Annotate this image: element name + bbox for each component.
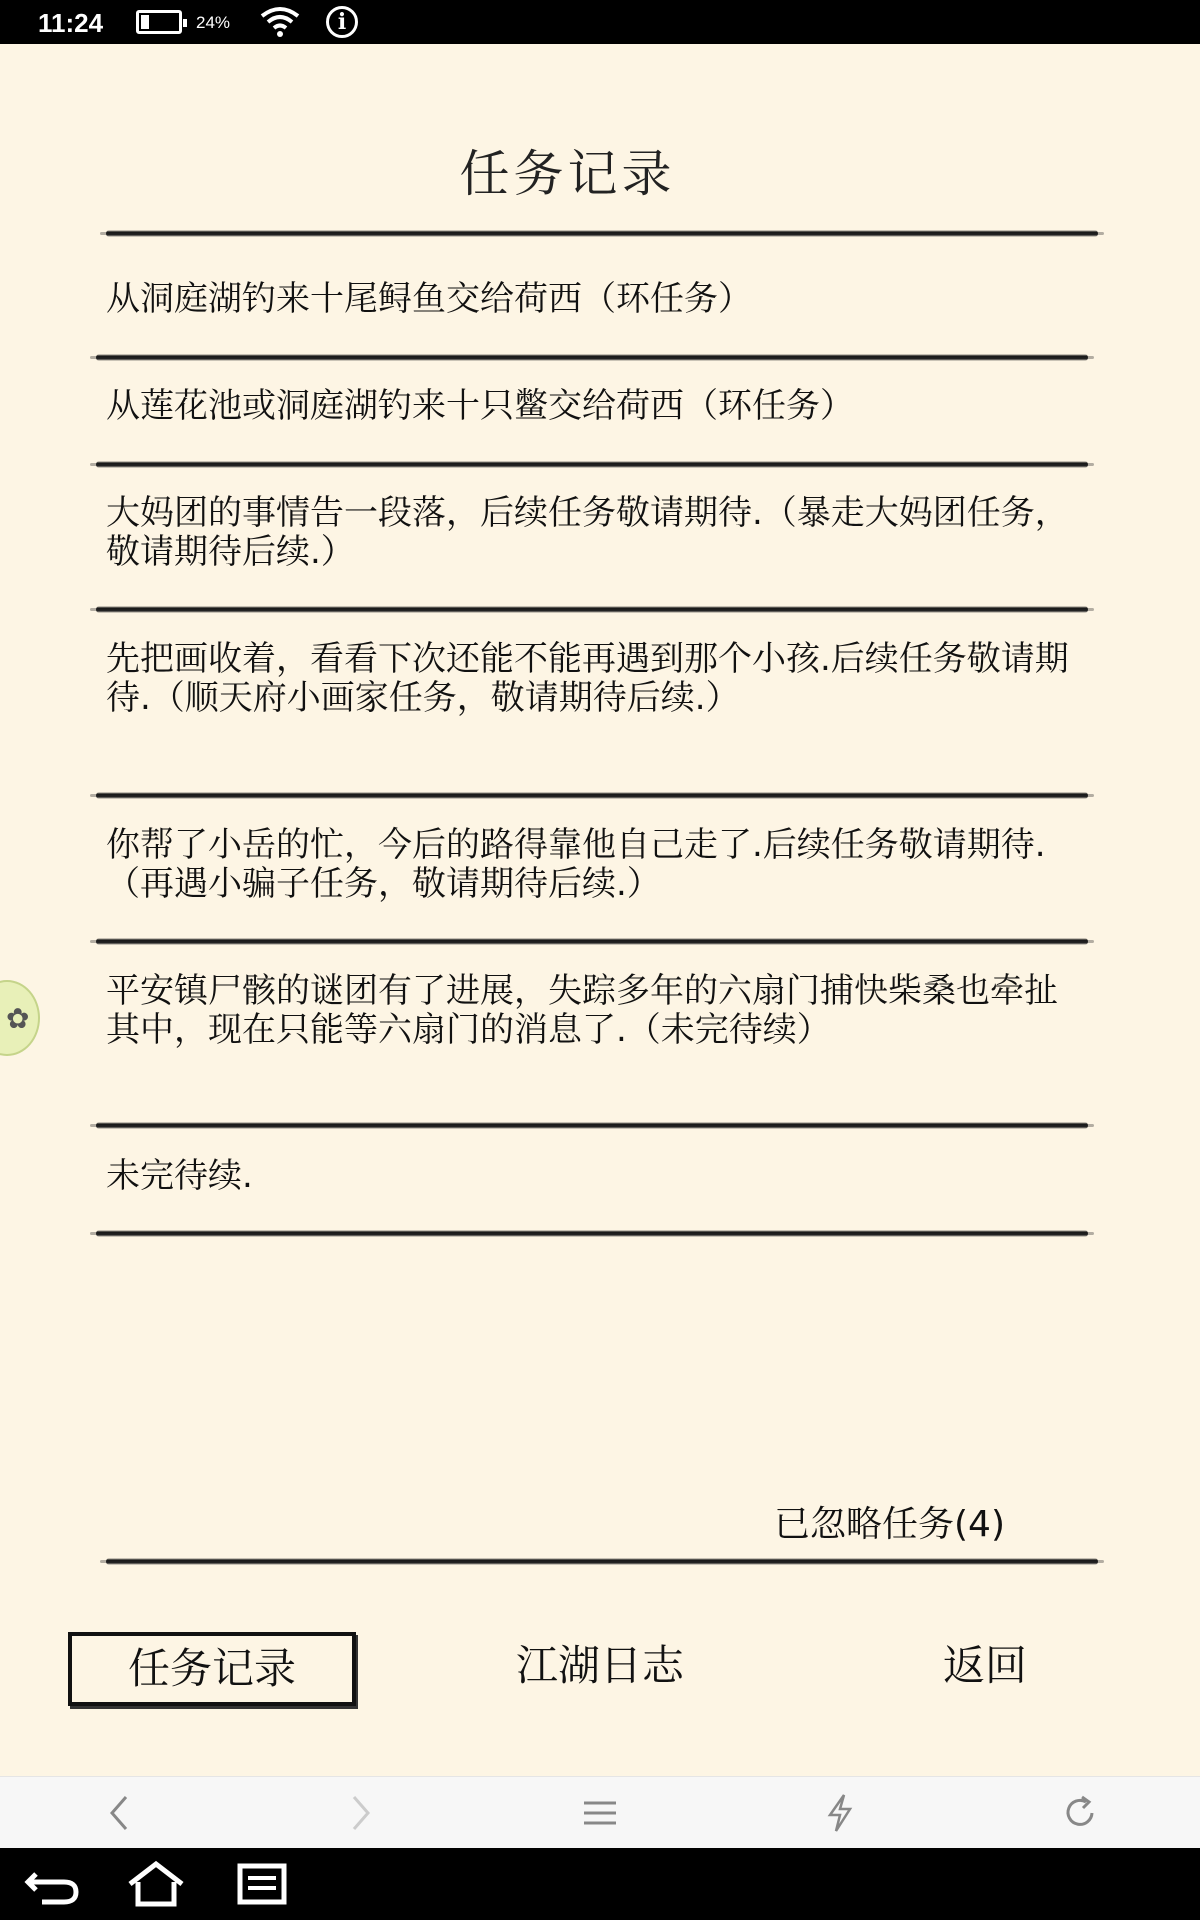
page-title: 任务记录 [459, 145, 676, 203]
floating-assistant-icon[interactable]: ✿ [0, 980, 40, 1056]
menu-icon[interactable] [578, 1791, 622, 1835]
divider [96, 606, 1088, 613]
browser-toolbar [0, 1776, 1200, 1849]
quest-item[interactable]: 先把画收着，看看下次还能不能再遇到那个小孩.后续任务敬请期待.（顺天府小画家任务，敬请期待后续.） [106, 639, 1069, 718]
recent-apps-icon[interactable] [234, 1860, 294, 1908]
divider [96, 1230, 1088, 1237]
quest-item[interactable]: 大妈团的事情告一段落，后续任务敬请期待.（暴走大妈团任务，敬请期待后续.） [106, 493, 1069, 572]
divider [106, 1558, 1098, 1565]
home-icon[interactable] [126, 1860, 186, 1908]
quest-item[interactable]: 从洞庭湖钓来十尾鲟鱼交给荷西（环任务） [106, 279, 752, 319]
system-back-icon[interactable] [22, 1860, 82, 1908]
divider [96, 354, 1088, 361]
quest-item[interactable]: 从莲花池或洞庭湖钓来十只鳖交给荷西（环任务） [106, 386, 854, 426]
battery-percent: 24% [196, 13, 231, 32]
tab-jianghu-log[interactable]: 江湖日志 [515, 1641, 684, 1690]
lightning-icon[interactable] [818, 1791, 862, 1835]
quest-item[interactable]: 你帮了小岳的忙，今后的路得靠他自己走了.后续任务敬请期待.（再遇小骗子任务，敬请期待后续.） [106, 825, 1046, 904]
divider [96, 792, 1088, 799]
wifi-icon [260, 6, 300, 38]
tab-quest-log[interactable]: 任务记录 [68, 1632, 356, 1706]
back-icon[interactable] [98, 1791, 142, 1835]
title-divider [106, 230, 1098, 237]
forward-icon[interactable] [338, 1791, 382, 1835]
battery-icon [136, 10, 182, 34]
quest-item[interactable]: 平安镇尸骸的谜团有了进展，失踪多年的六扇门捕快柴桑也牵扯其中，现在只能等六扇门的消息了.（未完待续） [106, 971, 1058, 1050]
back-button[interactable]: 返回 [942, 1641, 1027, 1690]
system-navigation-bar [0, 1848, 1200, 1920]
ignored-quests-link[interactable]: 已忽略任务(4) [774, 1504, 1005, 1545]
refresh-icon[interactable] [1058, 1791, 1102, 1835]
divider [96, 461, 1088, 468]
quest-item[interactable]: 未完待续. [106, 1156, 253, 1196]
divider [96, 1122, 1088, 1129]
info-icon: i [326, 6, 358, 38]
status-time: 11:24 [38, 8, 104, 38]
quest-log-panel [0, 44, 1200, 1776]
divider [96, 938, 1088, 945]
status-bar [0, 0, 1200, 44]
